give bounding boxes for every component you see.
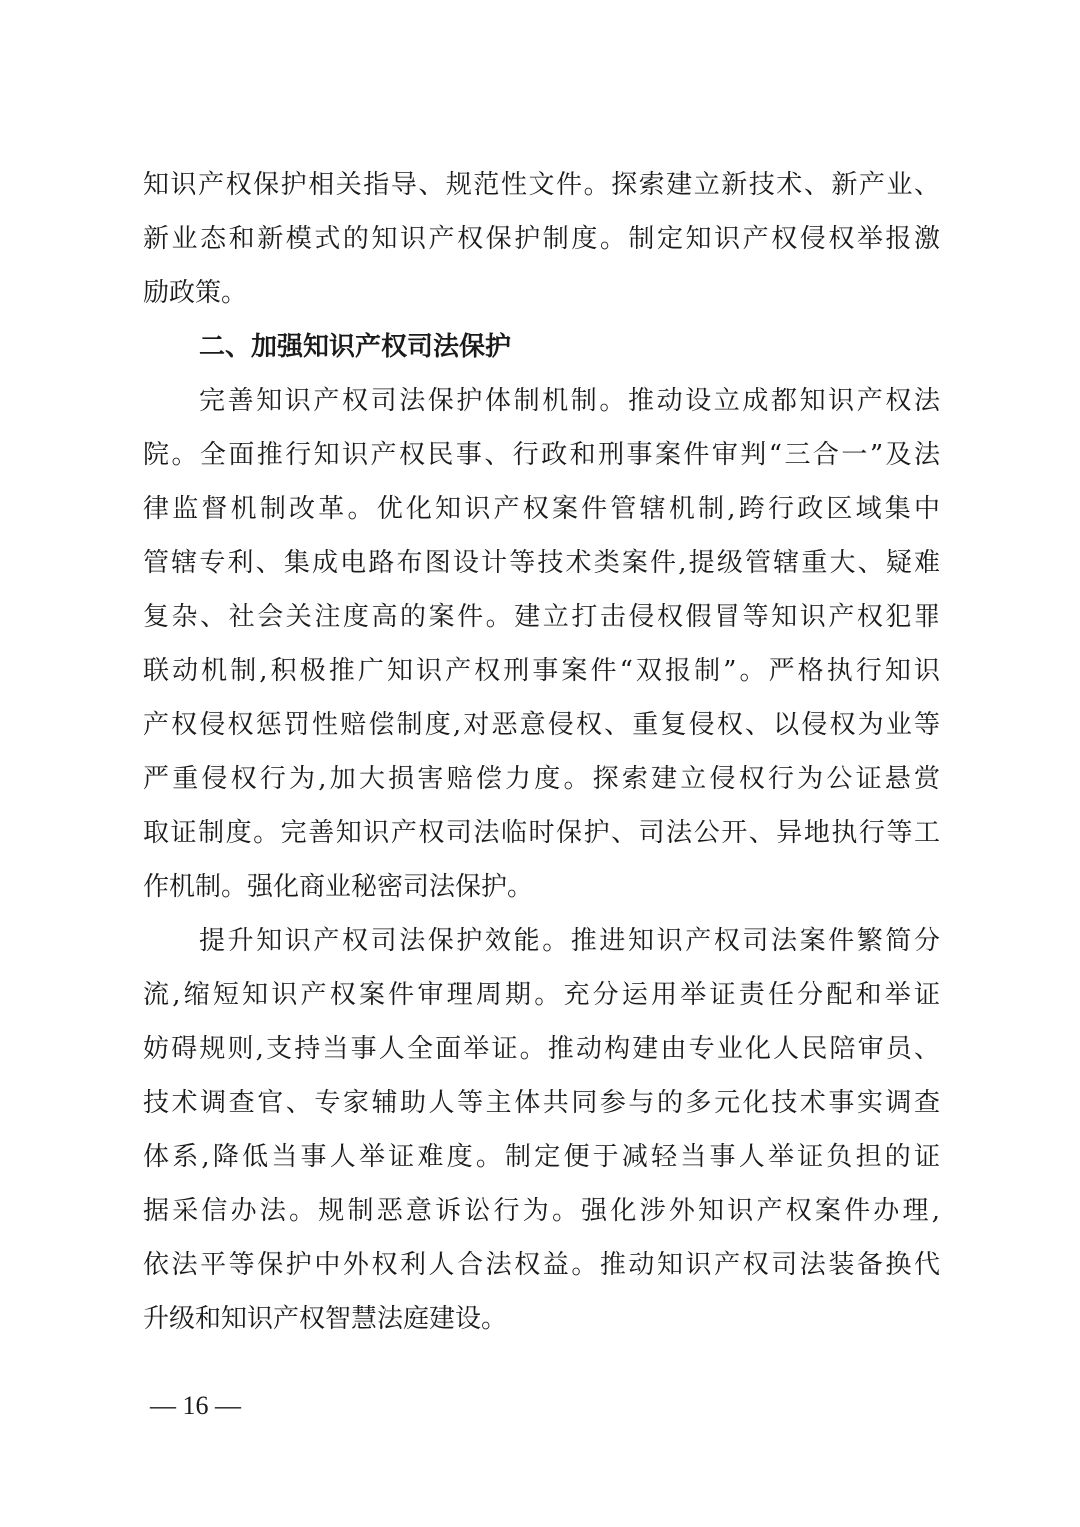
text-line: 依法平等保护中外权利人合法权益。推动知识产权司法装备换代 <box>143 1250 940 1280</box>
text-line: 严重侵权行为,加大损害赔偿力度。探索建立侵权行为公证悬赏 <box>143 764 940 794</box>
text-line: 励政策。 <box>143 278 248 308</box>
section-heading: 二、加强知识产权司法保护 <box>199 332 512 362</box>
text-line: 知识产权保护相关指导、规范性文件。探索建立新技术、新产业、 <box>143 170 940 200</box>
text-line: 据采信办法。规制恶意诉讼行为。强化涉外知识产权案件办理, <box>143 1196 940 1226</box>
text-line: 院。全面推行知识产权民事、行政和刑事案件审判“三合一”及法 <box>143 440 940 470</box>
text-line: 作机制。强化商业秘密司法保护。 <box>143 872 534 902</box>
text-line: 流,缩短知识产权案件审理周期。充分运用举证责任分配和举证 <box>143 980 940 1010</box>
text-line: 联动机制,积极推广知识产权刑事案件“双报制”。严格执行知识 <box>143 656 940 686</box>
text-line: 管辖专利、集成电路布图设计等技术类案件,提级管辖重大、疑难 <box>143 548 940 578</box>
text-line: 产权侵权惩罚性赔偿制度,对恶意侵权、重复侵权、以侵权为业等 <box>143 710 940 740</box>
text-line: 提升知识产权司法保护效能。推进知识产权司法案件繁简分 <box>199 926 940 956</box>
text-line: 新业态和新模式的知识产权保护制度。制定知识产权侵权举报激 <box>143 224 940 254</box>
text-line: 体系,降低当事人举证难度。制定便于减轻当事人举证负担的证 <box>143 1142 940 1172</box>
text-line: 妨碍规则,支持当事人全面举证。推动构建由专业化人民陪审员、 <box>143 1034 940 1064</box>
text-line: 取证制度。完善知识产权司法临时保护、司法公开、异地执行等工 <box>143 818 940 848</box>
paragraph-2 <box>143 374 940 914</box>
text-line: 复杂、社会关注度高的案件。建立打击侵权假冒等知识产权犯罪 <box>143 602 940 632</box>
paragraph-3 <box>143 914 940 1346</box>
text-line: 完善知识产权司法保护体制机制。推动设立成都知识产权法 <box>199 386 940 416</box>
text-line: 律监督机制改革。优化知识产权案件管辖机制,跨行政区域集中 <box>143 494 940 524</box>
paragraph-1 <box>143 158 940 320</box>
text-line: 升级和知识产权智慧法庭建设。 <box>143 1304 508 1334</box>
text-line: 技术调查官、专家辅助人等主体共同参与的多元化技术事实调查 <box>143 1088 940 1118</box>
page-number: — 16 — <box>150 1391 241 1420</box>
body-text <box>143 158 940 1346</box>
